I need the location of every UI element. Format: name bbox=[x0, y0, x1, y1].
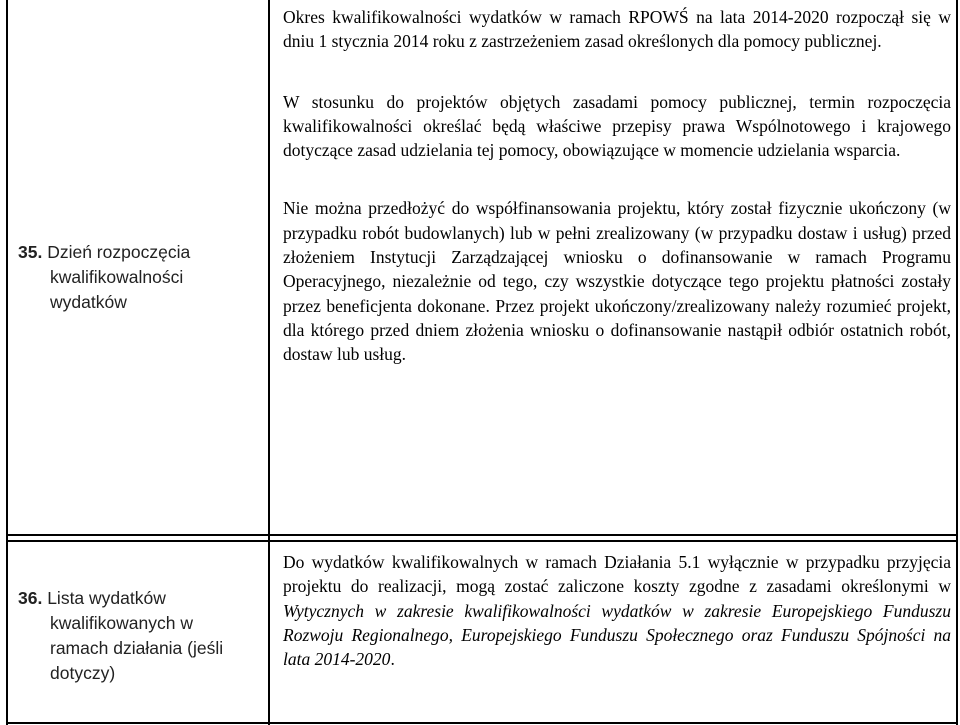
table-border-middle bbox=[268, 0, 270, 725]
row-36-content bbox=[283, 550, 951, 671]
row-36-number: 36. bbox=[18, 588, 43, 608]
row-36-paragraph bbox=[283, 550, 951, 671]
row-divider-top bbox=[6, 534, 958, 536]
row-36-text-after: . bbox=[390, 649, 395, 670]
table-border-bottom bbox=[6, 722, 958, 724]
table-border-left bbox=[6, 0, 8, 725]
row-36-label-line-1: Lista wydatków bbox=[47, 588, 166, 608]
row-35-content bbox=[283, 5, 951, 367]
row-36-label-line-4: dotyczy) bbox=[50, 663, 116, 683]
row-36-italic-reference: Wytycznych w zakresie kwalifikowalności wydatków w zakresie Europejskiego Funduszu Rozwoju Regionalnego, Europejskiego Funduszu Społecznego oraz Funduszu Spójności na lata 2014-2020 bbox=[283, 600, 951, 670]
row-35-label-line-1: Dzień rozpoczęcia bbox=[47, 242, 191, 262]
row-36-label-line-2: kwalifikowanych w bbox=[50, 613, 193, 633]
row-divider-bottom bbox=[6, 540, 958, 542]
table-border-right bbox=[956, 0, 958, 725]
row-36-text-before: Do wydatków kwalifikowalnych w ramach Działania 5.1 wyłącznie w przypadku przyjęcia projektu do realizacji, mogą zostać zaliczone koszty zgodne z zasadami określonymi w bbox=[283, 552, 951, 597]
row-35-label-line-2: kwalifikowalności bbox=[50, 267, 184, 287]
row-35-paragraph-1: Okres kwalifikowalności wydatków w ramach RPOWŚ na lata 2014-2020 rozpoczął się w dniu 1 stycznia 2014 roku z zastrzeżeniem zasad określonych dla pomocy publicznej. bbox=[283, 7, 951, 52]
row-35-label-line-3: wydatków bbox=[50, 292, 127, 312]
row-36-label bbox=[18, 586, 258, 686]
row-35-label bbox=[18, 240, 258, 315]
row-35-paragraph-3: Nie można przedłożyć do współfinansowania projektu, który został fizycznie ukończony (w przypadku robót budowlanych) lub w pełni zrealizowany (w przypadku dostaw i usług) przed złożeniem Instytucji Zarządzającej wniosku o dofinansowanie w ramach Programu Operacyjnego, niezależnie od tego, czy wszystkie dotyczące tego projektu płatności zostały przez beneficjenta dokonane. Przez projekt ukończony/zrealizowany należy rozumieć projekt, dla którego przed dniem złożenia wniosku o dofinansowanie nastąpił odbiór ostatnich robót, dostaw lub usług. bbox=[283, 198, 951, 365]
row-35-number: 35. bbox=[18, 242, 43, 262]
row-36-label-line-3: ramach działania (jeśli bbox=[50, 638, 224, 658]
row-35-paragraph-2: W stosunku do projektów objętych zasadami pomocy publicznej, termin rozpoczęcia kwalifikowalności określać będą właściwe przepisy prawa Wspólnotowego i krajowego dotyczące zasad udzielania tej pomocy, obowiązujące w momencie udzielania wsparcia. bbox=[283, 91, 951, 161]
